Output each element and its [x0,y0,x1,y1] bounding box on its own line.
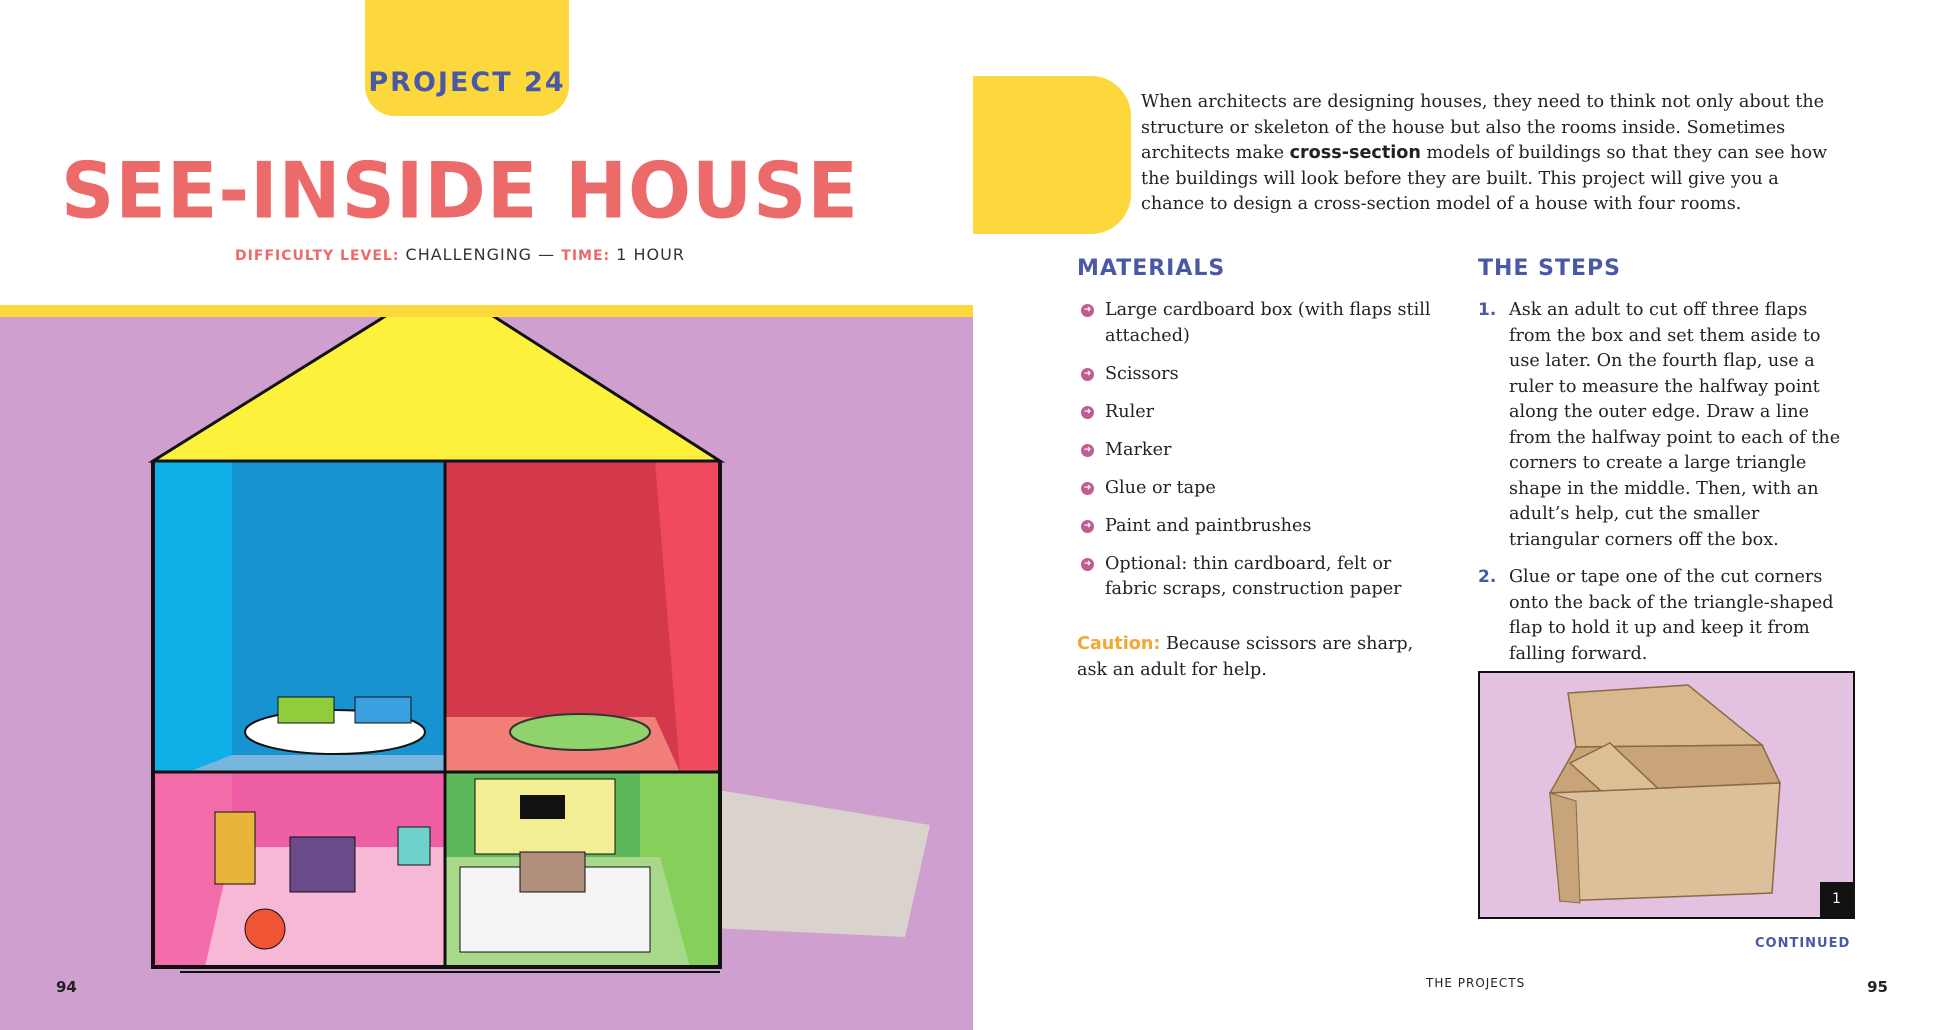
material-text: Large cardboard box (with flaps still attached) [1105,300,1431,346]
page-number-left: 94 [56,978,77,996]
material-text: Ruler [1105,401,1155,422]
difficulty-line [0,245,920,264]
intro-part-1: When architects are designing houses, they need to think not only about the structure or skeleton of the house but also the rooms inside. Sometimes architects make [1141,92,1825,163]
arrow-bullet-icon: ➜ [1081,444,1094,457]
roof [153,317,720,461]
list-item [1081,552,1431,603]
page-number-right: 95 [1867,978,1888,996]
step-text: Glue or tape one of the cut corners onto the back of the triangle-shaped flap to hold it up and keep it from falling forward. [1509,567,1834,664]
arrow-bullet-icon: ➜ [1081,368,1094,381]
difficulty-key: DIFFICULTY LEVEL: [235,248,400,264]
project-tab [365,0,569,116]
difficulty-value: CHALLENGING [405,245,533,264]
right-page [973,0,1946,1030]
project-label: PROJECT 24 [368,67,566,98]
arrow-bullet-icon: ➜ [1081,304,1094,317]
list-item [1081,476,1431,502]
list-item [1081,438,1431,464]
list-item [1081,298,1431,349]
cardboard-box-image [1480,673,1853,917]
material-text: Glue or tape [1105,477,1216,498]
step-number: 1. [1478,300,1497,320]
steps-list [1478,298,1853,679]
intro-bold-term: cross-section [1289,143,1421,163]
yellow-tab [973,76,1131,234]
steps-heading: THE STEPS [1478,256,1621,281]
caution-label: Caution: [1077,634,1161,654]
shadow-shape [690,787,930,937]
page-title: SEE-INSIDE HOUSE [61,145,859,237]
list-item [1478,298,1853,553]
material-text: Paint and paintbrushes [1105,515,1312,536]
section-footer: THE PROJECTS [1426,976,1526,990]
intro-part-2: models of buildings so that they can see how the buildings will look before they are built. This project will give you a chance to design a cross-section model of a house with four rooms. [1141,143,1828,214]
step-photo [1478,671,1855,919]
material-text: Scissors [1105,363,1179,384]
continued-label: CONTINUED [1755,936,1851,951]
time-key: TIME: [561,248,611,264]
materials-list [1081,298,1431,615]
arrow-bullet-icon: ➜ [1081,406,1094,419]
arrow-bullet-icon: ➜ [1081,482,1094,495]
list-item [1081,362,1431,388]
list-item [1081,514,1431,540]
list-item [1478,565,1853,667]
house-image [0,317,973,1030]
step-number: 2. [1478,567,1497,587]
material-text: Marker [1105,439,1172,460]
materials-heading: MATERIALS [1077,256,1226,281]
caution-note [1077,632,1447,683]
material-text: Optional: thin cardboard, felt or fabric scraps, construction paper [1105,553,1402,599]
house-illustration [0,317,973,1030]
yellow-band [0,305,973,317]
caution-text: Because scissors are sharp, ask an adult for help. [1077,634,1414,680]
separator: — [538,245,556,264]
time-value: 1 HOUR [616,245,685,264]
list-item [1081,400,1431,426]
photo-badge: 1 [1820,882,1853,917]
step-text: Ask an adult to cut off three flaps from the box and set them aside to use later. On the fourth flap, use a ruler to measure the halfway point along the outer edge. Draw a line from the halfway point to each of the corners to create a large triangle shape in the middle. Then, with an adult’s help, cut the smaller triangular corners off the box. [1509,300,1841,550]
intro-paragraph [1141,90,1831,218]
arrow-bullet-icon: ➜ [1081,520,1094,533]
arrow-bullet-icon: ➜ [1081,558,1094,571]
